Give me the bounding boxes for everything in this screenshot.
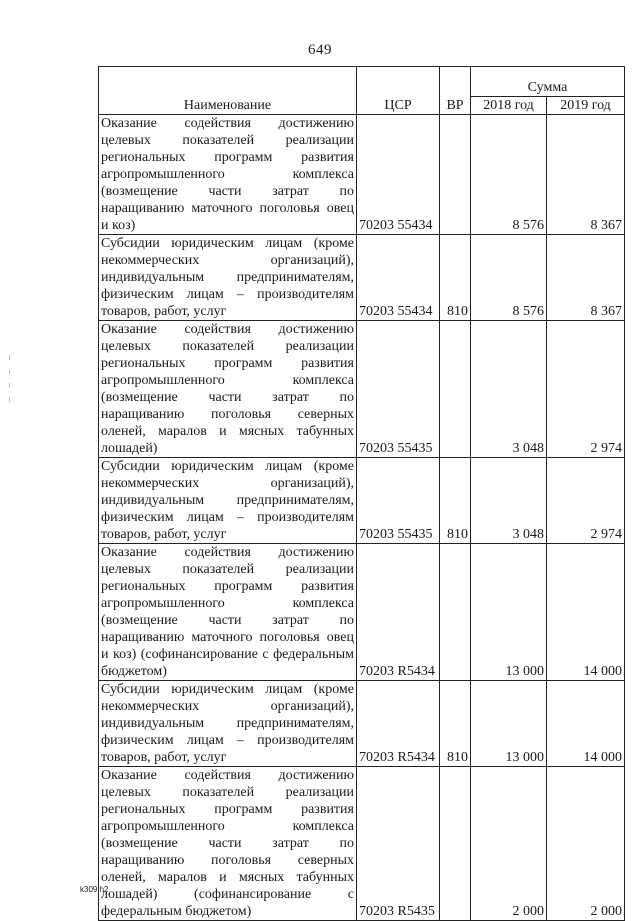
row-sum-2019: 8 367: [547, 115, 625, 235]
row-vr: 810: [440, 458, 471, 544]
header-sum: Сумма: [471, 67, 625, 97]
row-sum-2019: 14 000: [547, 681, 625, 767]
header-csr: ЦСР: [357, 67, 440, 115]
row-sum-2018: 3 048: [471, 321, 547, 458]
row-sum-2019: 2 000: [547, 767, 625, 921]
row-csr: 70203 R5434: [357, 681, 440, 767]
row-csr: 70203 R5435: [357, 767, 440, 921]
table-row: [99, 544, 625, 681]
row-name: Субсидии юридическим лицам (кроме некоммерческих организаций), индивидуальным предпринимателям, физическим лицам – производителям товаров, работ, услуг: [99, 458, 357, 544]
table-row: [99, 767, 625, 921]
budget-table: [98, 66, 625, 921]
header-year-2018: 2018 год: [471, 96, 547, 114]
row-vr: 810: [440, 681, 471, 767]
row-sum-2018: 13 000: [471, 544, 547, 681]
table-row: [99, 235, 625, 321]
row-name: Субсидии юридическим лицам (кроме некоммерческих организаций), индивидуальным предпринимателям, физическим лицам – производителям товаров, работ, услуг: [99, 235, 357, 321]
row-csr: 70203 55434: [357, 235, 440, 321]
page-number: 649: [308, 42, 332, 58]
table-row: [99, 681, 625, 767]
row-sum-2019: 2 974: [547, 458, 625, 544]
row-vr: [440, 767, 471, 921]
table-row: [99, 458, 625, 544]
row-sum-2018: 13 000: [471, 681, 547, 767]
header-year-2019: 2019 год: [547, 96, 625, 114]
row-sum-2018: 8 576: [471, 235, 547, 321]
row-name: Оказание содействия достижению целевых показателей реализации региональных программ развития агропромышленного комплекса (возмещение части затрат по наращиванию поголовья северных оленей, маралов и мясных табунных лошадей) (софинансирование с федеральным бюджетом): [99, 767, 357, 921]
row-name: Оказание содействия достижению целевых показателей реализации региональных программ развития агропромышленного комплекса (возмещение части затрат по наращиванию маточного поголовья овец и коз) (софинансирование с федеральным бюджетом): [99, 544, 357, 681]
table-row: [99, 321, 625, 458]
row-sum-2018: 2 000: [471, 767, 547, 921]
table-row: [99, 115, 625, 235]
row-name: Оказание содействия достижению целевых показателей реализации региональных программ развития агропромышленного комплекса (возмещение части затрат по наращиванию маточного поголовья овец и коз): [99, 115, 357, 235]
row-sum-2019: 14 000: [547, 544, 625, 681]
footer-code: k309 h2: [80, 885, 109, 894]
row-sum-2019: 8 367: [547, 235, 625, 321]
row-sum-2018: 8 576: [471, 115, 547, 235]
scan-edge-marks: [9, 355, 11, 405]
header-name: Наименование: [99, 67, 357, 115]
row-csr: 70203 R5434: [357, 544, 440, 681]
header-vr: ВР: [440, 67, 471, 115]
row-vr: [440, 321, 471, 458]
row-vr: [440, 115, 471, 235]
row-sum-2019: 2 974: [547, 321, 625, 458]
row-csr: 70203 55434: [357, 115, 440, 235]
row-csr: 70203 55435: [357, 458, 440, 544]
row-sum-2018: 3 048: [471, 458, 547, 544]
row-name: Оказание содействия достижению целевых показателей реализации региональных программ развития агропромышленного комплекса (возмещение части затрат по наращиванию поголовья северных оленей, маралов и мясных табунных лошадей): [99, 321, 357, 458]
row-name: Субсидии юридическим лицам (кроме некоммерческих организаций), индивидуальным предпринимателям, физическим лицам – производителям товаров, работ, услуг: [99, 681, 357, 767]
row-vr: [440, 544, 471, 681]
row-csr: 70203 55435: [357, 321, 440, 458]
row-vr: 810: [440, 235, 471, 321]
